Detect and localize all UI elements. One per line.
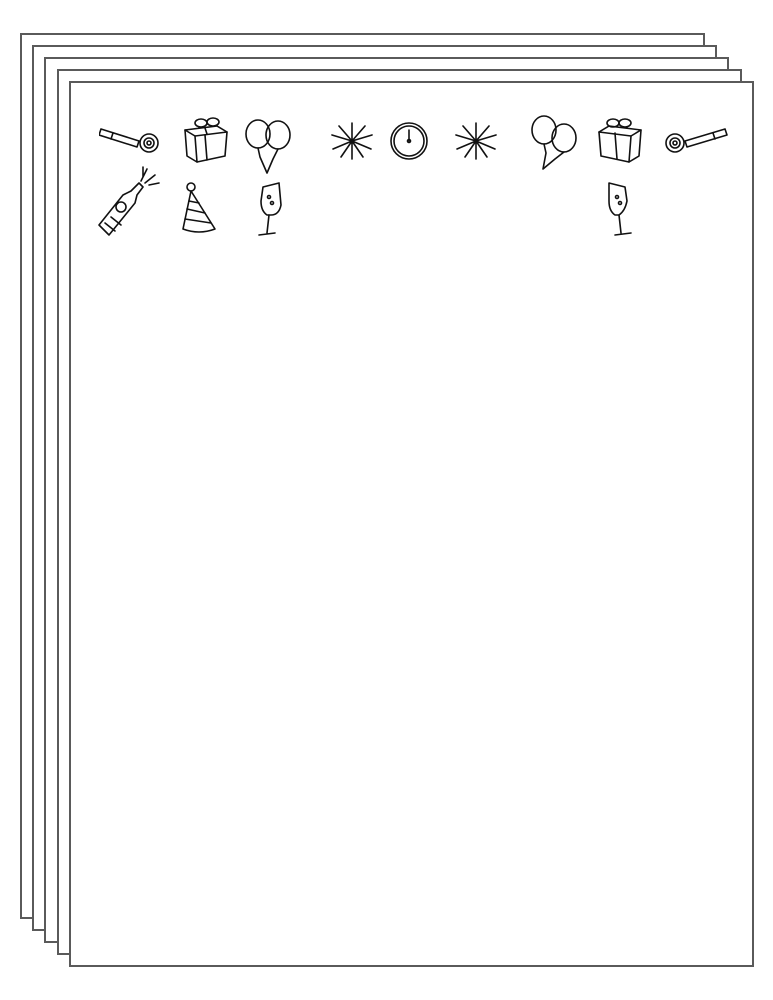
- champagne-glass-icon: [257, 181, 287, 239]
- bingo-sheet: [69, 81, 754, 967]
- champagne-glass-icon: [605, 181, 635, 239]
- party-blower-icon: [663, 125, 728, 155]
- party-blower-icon: [99, 125, 164, 155]
- gift-box-icon: [181, 116, 231, 164]
- champagne-bottle-icon: [95, 165, 161, 237]
- header: [71, 83, 752, 263]
- balloons-icon: [243, 117, 295, 175]
- balloons-icon: [529, 113, 581, 171]
- fireworks-icon: [329, 121, 375, 161]
- party-hat-icon: [181, 181, 219, 236]
- fireworks-icon: [453, 121, 499, 161]
- clock-icon: [389, 121, 429, 161]
- gift-box-icon: [595, 116, 645, 164]
